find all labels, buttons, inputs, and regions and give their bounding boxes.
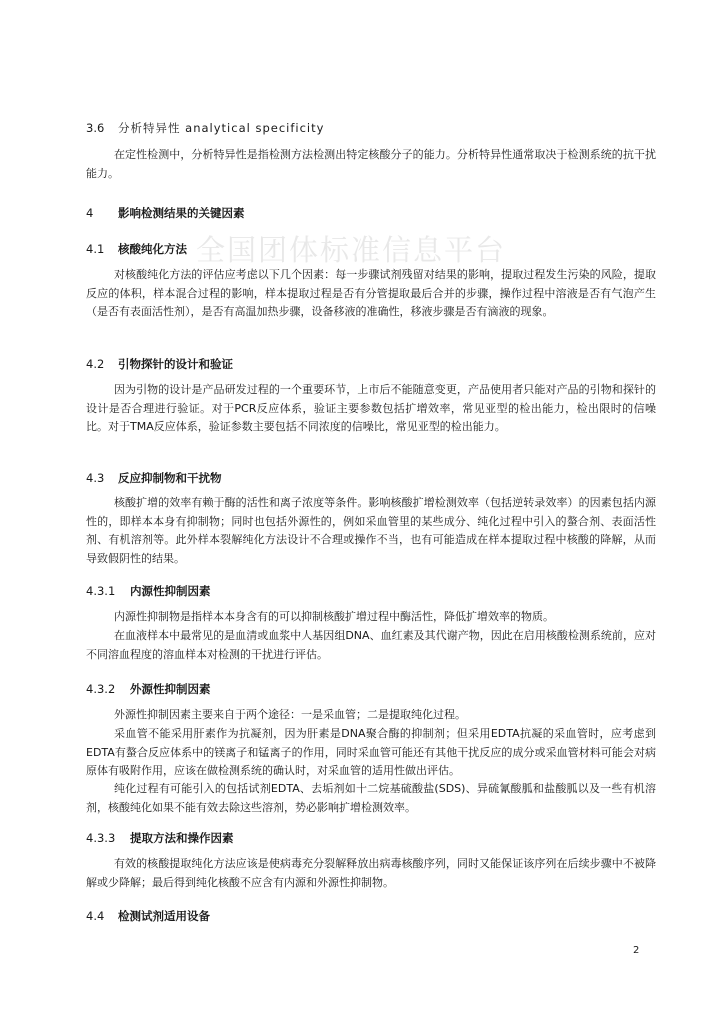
section-number: 4.1 xyxy=(86,242,105,256)
watermark: 全国团体标准信息平台 xyxy=(196,233,507,267)
section-title: 外源性抑制因素 xyxy=(130,682,211,696)
section-heading-4 xyxy=(86,205,245,221)
page-number: 2 xyxy=(633,945,640,956)
section-number: 4.3 xyxy=(86,471,105,485)
section-number: 4.3.3 xyxy=(86,831,116,845)
section-heading-4-4 xyxy=(86,908,210,924)
paragraph: 外源性抑制因素主要来自于两个途径：一是采血管；二是提取纯化过程。 xyxy=(114,708,466,721)
section-title: 内源性抑制因素 xyxy=(130,584,211,598)
section-title: 分析特异性 analytical specificity xyxy=(118,121,325,135)
section-number: 4.2 xyxy=(86,357,105,371)
section-heading-4-3-2 xyxy=(86,681,211,697)
section-heading-4-1 xyxy=(86,241,187,257)
paragraph: 核酸扩增的效率有赖于酶的活性和离子浓度等条件。影响核酸扩增检测效率（包括逆转录效率）的因素包括内源性的，即样本本身有抑制物；同时也包括外源性的，例如采血管里的某些成分、纯化过程中引入的螯合剂、表面活性剂、有机溶剂等。此外样本裂解纯化方法设计不合理或操作不当，也有可能造成在样本提取过程中核酸的降解，从而导致假阴性的结果。 xyxy=(86,496,656,565)
paragraph: 内源性抑制物是指样本本身含有的可以抑制核酸扩增过程中酶活性，降低扩增效率的物质。 xyxy=(114,610,554,623)
paragraph: 纯化过程有可能引入的包括试剂EDTA、去垢剂如十二烷基硫酸盐(SDS)、异硫氰酸胍和盐酸胍以及一些有机溶剂，核酸纯化如果不能有效去除这些溶剂，势必影响扩增检测效率。 xyxy=(86,782,656,814)
section-number: 4.3.2 xyxy=(86,682,116,696)
section-heading-4-2 xyxy=(86,356,233,372)
paragraph: 对核酸纯化方法的评估应考虑以下几个因素：每一步骤试剂残留对结果的影响，提取过程发生污染的风险，提取反应的体积，样本混合过程的影响，样本提取过程是否有分管提取最后合并的步骤，操作过程中溶液是否有气泡产生（是否有表面活性剂），是否有高温加热步骤，设备移液的准确性，移液步骤是否有滴液的现象。 xyxy=(86,268,656,318)
section-number: 4 xyxy=(86,206,94,220)
paragraph: 采血管不能采用肝素作为抗凝剂，因为肝素是DNA聚合酶的抑制剂；但采用EDTA抗凝的采血管时，应考虑到EDTA有螯合反应体系中的镁离子和锰离子的作用，同时采血管可能还有其他干扰反应的成分或采血管材料可能会对病原体有吸附作用，应该在做检测系统的确认时，对采血管的适用性做出评估。 xyxy=(86,727,656,777)
paragraph: 因为引物的设计是产品研发过程的一个重要环节，上市后不能随意变更，产品使用者只能对产品的引物和探针的设计是否合理进行验证。对于PCR反应体系，验证主要参数包括扩增效率，常见亚型的检出能力，检出限时的信噪比。对于TMA反应体系，验证参数主要包括不同浓度的信噪比，常见亚型的检出能力。 xyxy=(86,383,656,433)
section-title: 引物探针的设计和验证 xyxy=(118,357,233,371)
paragraph: 在血液样本中最常见的是血清或血浆中人基因组DNA、血红素及其代谢产物，因此在启用核酸检测系统前，应对不同溶血程度的溶血样本对检测的干扰进行评估。 xyxy=(86,629,656,661)
paragraph: 有效的核酸提取纯化方法应该是使病毒充分裂解释放出病毒核酸序列，同时又能保证该序列在后续步骤中不被降解或少降解；最后得到纯化核酸不应含有内源和外源性抑制物。 xyxy=(86,857,656,889)
section-title: 影响检测结果的关键因素 xyxy=(118,206,245,220)
paragraph: 在定性检测中，分析特异性是指检测方法检测出特定核酸分子的能力。分析特异性通常取决于检测系统的抗干扰能力。 xyxy=(86,148,656,180)
section-heading-3-6 xyxy=(86,120,324,136)
section-number: 3.6 xyxy=(86,121,105,135)
section-number: 4.4 xyxy=(86,909,105,923)
section-title: 核酸纯化方法 xyxy=(118,242,187,256)
section-title: 检测试剂适用设备 xyxy=(118,909,210,923)
section-heading-4-3 xyxy=(86,470,222,486)
section-heading-4-3-1 xyxy=(86,583,211,599)
section-title: 反应抑制物和干扰物 xyxy=(118,471,222,485)
section-number: 4.3.1 xyxy=(86,584,116,598)
section-heading-4-3-3 xyxy=(86,830,234,846)
section-title: 提取方法和操作因素 xyxy=(130,831,234,845)
